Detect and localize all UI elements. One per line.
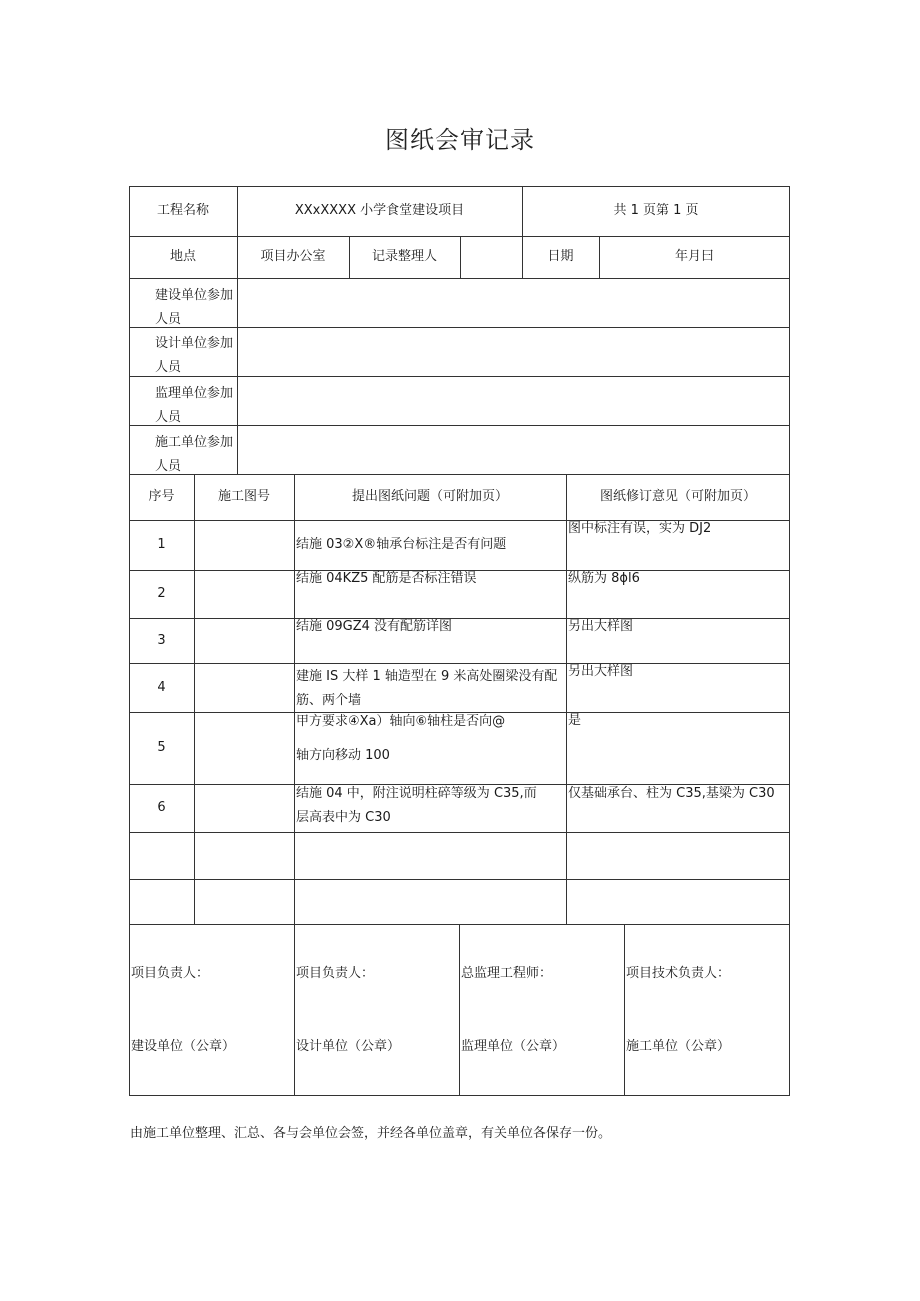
- table-row-no: 2: [157, 586, 166, 601]
- table-row-drawing: [194, 618, 294, 663]
- table-row-no: 5: [157, 740, 166, 755]
- grid-line: [129, 186, 130, 1096]
- table-row-drawing: [194, 832, 294, 879]
- signature-unit-design: 设计单位（公章）: [296, 1039, 401, 1054]
- table-row-no: 3: [157, 632, 166, 648]
- table-row-revision: 另出大样图: [568, 664, 634, 679]
- table-row-question: 结施 04 中，附注说明柱碎等级为 C35,而 层高表中为 C30: [296, 786, 537, 825]
- project-name-label: 工程名称: [156, 203, 209, 218]
- grid-line: [459, 924, 460, 1096]
- recorder-value: [460, 236, 522, 278]
- grid-line: [194, 474, 195, 924]
- signature-role-design: 项目负责人：: [296, 966, 375, 981]
- location-label: 地点: [169, 249, 196, 264]
- grid-line: [129, 474, 790, 475]
- table-row-no: [129, 832, 194, 879]
- grid-line: [522, 186, 523, 278]
- grid-line: [460, 236, 461, 278]
- footnote: 由施工单位整理、汇总、各与会单位会签，并经各单位盖章，有关单位各保存一份。: [130, 1126, 612, 1141]
- grid-line: [129, 327, 790, 328]
- table-row-revision: 是: [568, 713, 582, 728]
- table-row-no: 6: [157, 800, 166, 815]
- document-title: 图纸会审记录: [385, 126, 535, 154]
- attendee-label-construction: 建设单位参加 人员: [155, 288, 234, 327]
- signature-unit-supervision: 监理单位（公章）: [461, 1039, 566, 1054]
- grid-line: [129, 376, 790, 377]
- grid-line: [129, 618, 790, 619]
- grid-line: [129, 278, 790, 279]
- signature-role-construction: 项目负责人：: [131, 966, 210, 981]
- grid-line: [129, 186, 790, 187]
- table-row-question: 结施 04KZ5 配筋是否标注错误: [296, 571, 477, 586]
- table-row-no: 4: [157, 679, 166, 695]
- table-row-drawing: [194, 570, 294, 618]
- grid-line: [294, 474, 295, 924]
- signature-role-contractor: 项目技术负责人：: [626, 966, 731, 981]
- table-row-revision: 仅基础承台、柱为 C35,基梁为 C30: [568, 786, 775, 801]
- table-row-drawing: [194, 712, 294, 784]
- col-header-no: 序号: [148, 489, 175, 504]
- grid-line: [566, 474, 567, 924]
- grid-line: [789, 186, 790, 1096]
- col-header-revision: 图纸修订意见（可附加页）: [599, 489, 756, 504]
- signature-unit-construction: 建设单位（公章）: [131, 1039, 236, 1054]
- grid-line: [129, 832, 790, 833]
- attendee-label-supervision: 监理单位参加 人员: [155, 386, 234, 425]
- table-row-revision: 另出大样图: [568, 619, 634, 634]
- attendee-label-contractor: 施工单位参加 人员: [155, 435, 234, 474]
- grid-line: [129, 784, 790, 785]
- grid-line: [129, 879, 790, 880]
- grid-line: [349, 236, 350, 278]
- table-row-drawing: [194, 520, 294, 570]
- signature-role-supervision: 总监理工程师：: [461, 966, 553, 981]
- table-row-drawing: [194, 663, 294, 712]
- grid-line: [129, 425, 790, 426]
- grid-line: [624, 924, 625, 1096]
- grid-line: [129, 663, 790, 664]
- table-row-question: 结施 03②X®轴承台标注是否有问题: [296, 537, 507, 552]
- grid-line: [129, 520, 790, 521]
- drawing-review-form: [129, 186, 790, 1096]
- attendee-label-design: 设计单位参加 人员: [155, 336, 234, 375]
- grid-line: [129, 570, 790, 571]
- recorder-label: 记录整理人: [371, 249, 437, 264]
- date-label: 日期: [547, 249, 574, 264]
- location-value: 项目办公室: [260, 249, 326, 264]
- table-row-drawing: [194, 879, 294, 924]
- date-value: 年月曰: [674, 249, 714, 264]
- project-name-value: XXxXXXX 小学食堂建设项目: [294, 203, 465, 218]
- table-row-drawing: [194, 784, 294, 832]
- table-row-question: 甲方要求④Xa）轴向⑥轴柱是否向@ 轴方向移动 100: [296, 714, 506, 763]
- table-row-question: 建施 IS 大样 1 轴造型在 9 米高处圈梁没有配 筋、两个墙: [296, 669, 558, 708]
- grid-line: [129, 712, 790, 713]
- grid-line: [599, 236, 600, 278]
- table-row-no: [129, 879, 194, 924]
- grid-line: [237, 186, 238, 474]
- grid-line: [294, 924, 295, 1096]
- table-row-no: 1: [157, 537, 166, 552]
- signature-unit-contractor: 施工单位（公章）: [626, 1039, 731, 1054]
- table-row-revision: 纵筋为 8ϕl6: [568, 571, 640, 586]
- col-header-question: 提出图纸问题（可附加页）: [351, 489, 508, 504]
- table-row-revision: 图中标注有误，实为 DJ2: [568, 521, 712, 536]
- col-header-drawing: 施工图号: [217, 489, 270, 504]
- page-info: 共 1 页第 1 页: [613, 203, 699, 218]
- table-row-question: 结施 09GZ4 没有配筋详图: [296, 619, 453, 634]
